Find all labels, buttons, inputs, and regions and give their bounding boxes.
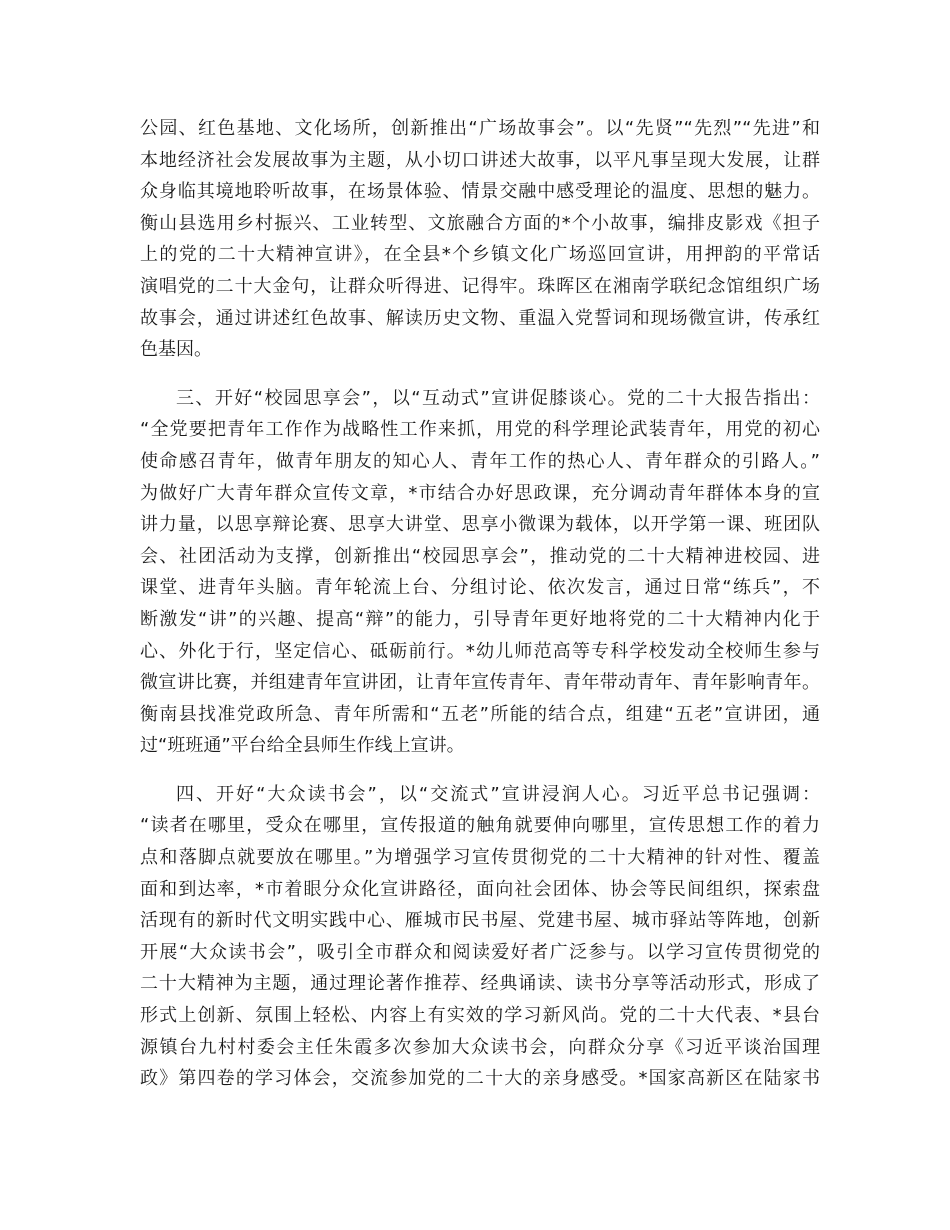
text-line: 过“班班通”平台给全县师生作线上宣讲。 [140,735,465,757]
text-line: 活现有的新时代文明实践中心、雁城市民书屋、党建书屋、城市驿站等阵地，创新 [140,910,820,932]
text-line: 衡山县选用乡村振兴、工业转型、文旅融合方面的*个小故事，编排皮影戏《担子 [140,212,820,234]
paragraph-gap [140,762,820,779]
text-line: 微宣讲比赛，并组建青年宣讲团，让青年宣传青年、青年带动青年、青年影响青年。 [140,672,820,694]
text-line: 使命感召青年，做青年朋友的知心人、青年工作的热心人、青年群众的引路人。” [140,450,820,472]
section-heading-line: 四、开好“大众读书会”，以“交流式”宣讲浸润人心。习近平总书记强调： [176,783,820,805]
text-line: 形式上创新、氛围上轻松、内容上有实效的学习新风尚。党的二十大代表、*县台 [140,1005,820,1027]
paragraph-2 [140,383,820,762]
text-line: “读者在哪里，受众在哪里，宣传报道的触角就要伸向哪里，宣传思想工作的着力 [140,815,820,837]
text-line: 为做好广大青年群众宣传文章，*市结合办好思政课，充分调动青年群体本身的宣 [140,482,820,504]
text-line: 色基因。 [140,339,212,361]
paragraph-3 [140,779,820,1095]
section-heading-line: 三、开好“校园思享会”，以“互动式”宣讲促膝谈心。党的二十大报告指出： [176,387,820,409]
text-line: 演唱党的二十大金句，让群众听得进、记得牢。珠晖区在湘南学联纪念馆组织广场 [140,275,820,297]
text-line: 众身临其境地聆听故事，在场景体验、情景交融中感受理论的温度、思想的魅力。 [140,181,820,203]
text-line: 政》第四卷的学习体会，交流参加党的二十大的亲身感受。*国家高新区在陆家书 [140,1068,820,1090]
text-line: 面和到达率，*市着眼分众化宣讲路径，面向社会团体、协会等民间组织，探索盘 [140,878,820,900]
text-line: 心、外化于行，坚定信心、砥砺前行。*幼儿师范高等专科学校发动全校师生参与 [140,640,820,662]
text-line: 断激发“讲”的兴趣、提高“辩”的能力，引导青年更好地将党的二十大精神内化于 [140,608,820,630]
text-line: 源镇台九村村委会主任朱霞多次参加大众读书会，向群众分享《习近平谈治国理 [140,1036,820,1058]
text-line: 上的党的二十大精神宣讲》，在全县*个乡镇文化广场巡回宣讲，用押韵的平常话 [140,244,820,266]
paragraph-1 [140,113,820,366]
text-line: 点和落脚点就要放在哪里。”为增强学习宣传贯彻党的二十大精神的针对性、覆盖 [140,847,820,869]
text-line: 讲力量，以思享辩论赛、思享大讲堂、思享小微课为载体，以开学第一课、班团队 [140,514,820,536]
document-body [140,113,820,1095]
text-line: 会、社团活动为支撑，创新推出“校园思享会”，推动党的二十大精神进校园、进 [140,545,820,567]
text-line: 二十大精神为主题，通过理论著作推荐、经典诵读、读书分享等活动形式，形成了 [140,973,820,995]
text-line: 本地经济社会发展故事为主题，从小切口讲述大故事，以平凡事呈现大发展，让群 [140,149,820,171]
text-line: 开展“大众读书会”，吸引全市群众和阅读爱好者广泛参与。以学习宣传贯彻党的 [140,941,820,963]
text-line: 公园、红色基地、文化场所，创新推出“广场故事会”。以“先贤”“先烈”“先进”和 [140,118,820,139]
text-line: 课堂、进青年头脑。青年轮流上台、分组讨论、依次发言，通过日常“练兵”，不 [140,577,820,599]
text-line: 衡南县找准党政所急、青年所需和“五老”所能的结合点，组建“五老”宣讲团，通 [140,703,820,725]
paragraph-gap [140,366,820,383]
text-line: 故事会，通过讲述红色故事、解读历史文物、重温入党誓词和现场微宣讲，传承红 [140,307,820,329]
text-line: “全党要把青年工作作为战略性工作来抓，用党的科学理论武装青年，用党的初心 [140,419,820,441]
